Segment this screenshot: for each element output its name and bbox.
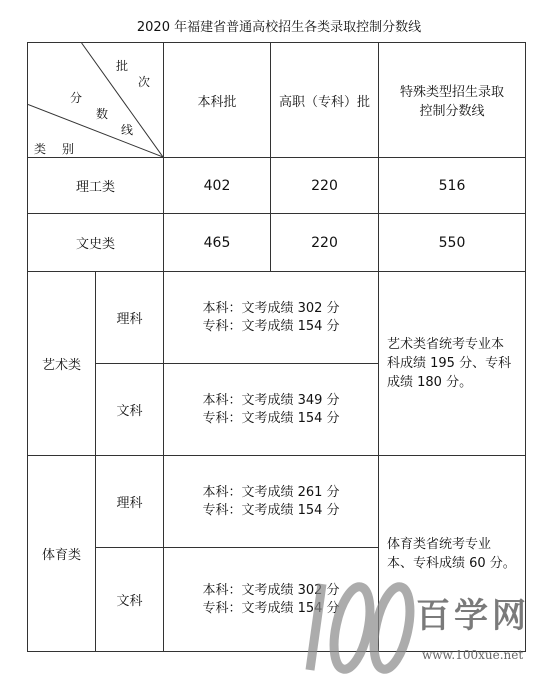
sub-label-sport-wenke: 文科 xyxy=(96,548,164,652)
cell-ligong-tesu: 516 xyxy=(379,158,526,214)
cell-wenshi-gaozhi: 220 xyxy=(271,214,379,272)
sport-like-benke-line: 本科：文考成绩 261 分 xyxy=(202,484,340,500)
diag-label-pi: 批 xyxy=(116,59,129,73)
sport-like-zhuanke-line: 专科：文考成绩 154 分 xyxy=(202,502,340,518)
cell-sport-wenke-scores xyxy=(164,548,379,652)
art-like-benke-line: 本科：文考成绩 302 分 xyxy=(202,300,340,316)
sub-label-art-wenke: 文科 xyxy=(96,364,164,456)
col-header-tesu xyxy=(379,43,526,158)
cell-wenshi-benke: 465 xyxy=(164,214,271,272)
art-wenke-zhuanke-line: 专科：文考成绩 154 分 xyxy=(202,410,340,426)
sub-label-sport-like: 理科 xyxy=(96,456,164,548)
diag-label-fen: 分 xyxy=(70,91,83,105)
cell-art-like-scores xyxy=(164,272,379,364)
sport-note-line1: 体育类省统考专业 xyxy=(387,536,492,552)
table-row-ligong xyxy=(28,158,526,214)
diagonal-header-cell xyxy=(28,43,164,158)
score-table xyxy=(27,42,526,652)
diag-label-lei: 类 xyxy=(34,142,47,156)
art-wenke-benke-line: 本科：文考成绩 349 分 xyxy=(202,392,340,408)
col-header-benke: 本科批 xyxy=(164,43,271,158)
cell-wenshi-tesu: 550 xyxy=(379,214,526,272)
cell-sport-note xyxy=(379,456,526,652)
row-label-ligong: 理工类 xyxy=(28,158,164,214)
art-note-line2: 科成绩 195 分、专科 xyxy=(387,356,512,371)
col-header-gaozhi: 高职（专科）批 xyxy=(271,43,379,158)
cell-art-wenke-scores xyxy=(164,364,379,456)
sub-label-art-like: 理科 xyxy=(96,272,164,364)
row-label-sport: 体育类 xyxy=(28,456,96,652)
cell-ligong-gaozhi: 220 xyxy=(271,158,379,214)
watermark-brand: 百学网 xyxy=(416,596,530,636)
sport-note-line2: 本、专科成绩 60 分。 xyxy=(387,555,516,571)
table-row-art-like xyxy=(28,272,526,364)
watermark-url: www.100xue.net xyxy=(422,648,524,662)
diagonal-lines xyxy=(28,43,163,157)
diag-label-shu: 数 xyxy=(96,107,109,121)
art-note-line3: 成绩 180 分。 xyxy=(387,375,473,390)
table-row-wenshi xyxy=(28,214,526,272)
row-label-art: 艺术类 xyxy=(28,272,96,456)
art-like-zhuanke-line: 专科：文考成绩 154 分 xyxy=(202,318,340,334)
col-header-tesu-line1: 特殊类型招生录取 xyxy=(399,85,504,100)
page-title: 2020 年福建省普通高校招生各类录取控制分数线 xyxy=(136,20,422,35)
cell-sport-like-scores xyxy=(164,456,379,548)
cell-art-note xyxy=(379,272,526,456)
diag-label-xian: 线 xyxy=(121,123,134,137)
art-note-line1: 艺术类省统考专业本 xyxy=(387,337,505,352)
sport-wenke-benke-line: 本科：文考成绩 302 分 xyxy=(202,582,340,598)
row-label-wenshi: 文史类 xyxy=(28,214,164,272)
header-row xyxy=(28,43,526,158)
diag-label-bie: 别 xyxy=(62,142,75,156)
table-row-sport-like xyxy=(28,456,526,548)
sport-wenke-zhuanke-line: 专科：文考成绩 154 分 xyxy=(202,600,340,616)
diag-label-ci: 次 xyxy=(138,75,151,89)
col-header-tesu-line2: 控制分数线 xyxy=(419,104,485,119)
cell-ligong-benke: 402 xyxy=(164,158,271,214)
